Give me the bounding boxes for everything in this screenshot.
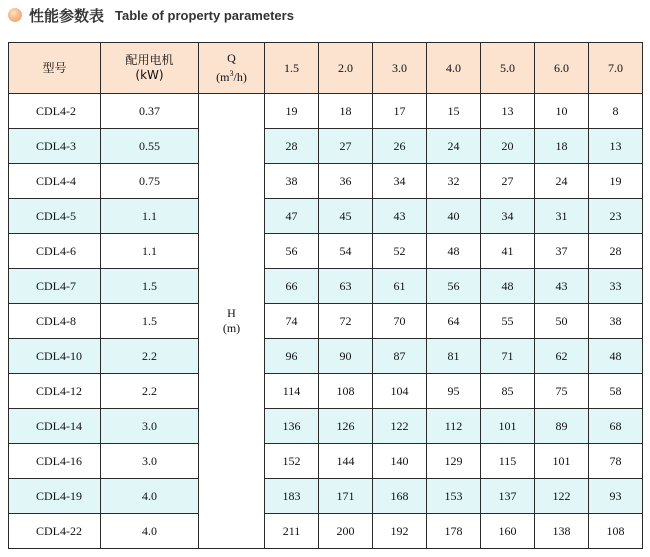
- head-value-cell: 36: [319, 164, 373, 199]
- head-value-cell: 58: [589, 374, 643, 409]
- head-value-cell: 96: [265, 339, 319, 374]
- model-cell: CDL4-12: [9, 374, 101, 409]
- flow-header-cell: 3.0: [373, 43, 427, 94]
- power-cell: 3.0: [101, 409, 199, 444]
- head-value-cell: 32: [427, 164, 481, 199]
- head-value-cell: 31: [535, 199, 589, 234]
- table-row: [9, 94, 643, 129]
- head-value-cell: 108: [589, 514, 643, 549]
- model-cell: CDL4-2: [9, 94, 101, 129]
- head-value-cell: 85: [481, 374, 535, 409]
- model-cell: CDL4-10: [9, 339, 101, 374]
- head-label: H: [227, 306, 236, 320]
- head-value-cell: 48: [589, 339, 643, 374]
- head-value-cell: 70: [373, 304, 427, 339]
- column-header-flow: [199, 43, 265, 94]
- motor-label: 配用电机: [125, 53, 174, 67]
- head-value-cell: 72: [319, 304, 373, 339]
- head-value-cell: 19: [589, 164, 643, 199]
- model-cell: CDL4-7: [9, 269, 101, 304]
- head-value-cell: 171: [319, 479, 373, 514]
- head-unit: (m): [222, 321, 241, 335]
- head-value-cell: 24: [427, 129, 481, 164]
- table-row: [9, 479, 643, 514]
- flow-header-cell: 5.0: [481, 43, 535, 94]
- table-row: [9, 409, 643, 444]
- head-value-cell: 63: [319, 269, 373, 304]
- circle-bullet-icon: [8, 8, 22, 22]
- flow-header-cell: 2.0: [319, 43, 373, 94]
- head-value-cell: 200: [319, 514, 373, 549]
- head-value-cell: 38: [265, 164, 319, 199]
- head-value-cell: 93: [589, 479, 643, 514]
- table-row: [9, 234, 643, 269]
- table-row: [9, 129, 643, 164]
- power-cell: 3.0: [101, 444, 199, 479]
- head-value-cell: 178: [427, 514, 481, 549]
- section-header: [8, 4, 294, 26]
- column-header-model: 型号: [9, 43, 101, 94]
- table-header-row: [9, 43, 643, 94]
- head-value-cell: 27: [481, 164, 535, 199]
- head-value-cell: 47: [265, 199, 319, 234]
- model-cell: CDL4-16: [9, 444, 101, 479]
- head-value-cell: 104: [373, 374, 427, 409]
- head-value-cell: 152: [265, 444, 319, 479]
- head-value-cell: 40: [427, 199, 481, 234]
- head-value-cell: 95: [427, 374, 481, 409]
- head-value-cell: 41: [481, 234, 535, 269]
- power-cell: 1.1: [101, 234, 199, 269]
- head-value-cell: 48: [427, 234, 481, 269]
- head-value-cell: 43: [535, 269, 589, 304]
- head-value-cell: 27: [319, 129, 373, 164]
- head-value-cell: 24: [535, 164, 589, 199]
- model-cell: CDL4-8: [9, 304, 101, 339]
- model-cell: CDL4-19: [9, 479, 101, 514]
- table-row: [9, 339, 643, 374]
- head-value-cell: 38: [589, 304, 643, 339]
- title-chinese: 性能参数表: [29, 6, 105, 25]
- head-value-cell: 122: [373, 409, 427, 444]
- column-header-motor-power: [101, 43, 199, 94]
- head-value-cell: 78: [589, 444, 643, 479]
- power-cell: 2.2: [101, 374, 199, 409]
- table-row: [9, 164, 643, 199]
- head-value-cell: 50: [535, 304, 589, 339]
- head-value-cell: 8: [589, 94, 643, 129]
- flow-header-cell: 6.0: [535, 43, 589, 94]
- power-cell: 0.75: [101, 164, 199, 199]
- head-value-cell: 90: [319, 339, 373, 374]
- head-value-cell: 28: [265, 129, 319, 164]
- power-cell: 1.5: [101, 269, 199, 304]
- head-value-cell: 87: [373, 339, 427, 374]
- head-value-cell: 114: [265, 374, 319, 409]
- head-value-cell: 33: [589, 269, 643, 304]
- head-value-cell: 115: [481, 444, 535, 479]
- power-cell: 0.37: [101, 94, 199, 129]
- head-value-cell: 153: [427, 479, 481, 514]
- power-cell: 1.5: [101, 304, 199, 339]
- head-value-cell: 45: [319, 199, 373, 234]
- table-row: [9, 374, 643, 409]
- power-cell: 2.2: [101, 339, 199, 374]
- table-row: [9, 514, 643, 549]
- head-value-cell: 75: [535, 374, 589, 409]
- model-cell: CDL4-22: [9, 514, 101, 549]
- head-value-cell: 66: [265, 269, 319, 304]
- power-cell: 4.0: [101, 514, 199, 549]
- head-value-cell: 20: [481, 129, 535, 164]
- head-value-cell: 10: [535, 94, 589, 129]
- flow-header-cell: 1.5: [265, 43, 319, 94]
- table-row: [9, 304, 643, 339]
- head-value-cell: 54: [319, 234, 373, 269]
- head-value-cell: 13: [589, 129, 643, 164]
- head-value-cell: 55: [481, 304, 535, 339]
- motor-unit: (kW): [135, 68, 164, 82]
- head-label-cell: [199, 94, 265, 549]
- flow-unit: $(m^3/h)$: [216, 69, 247, 84]
- head-value-cell: 160: [481, 514, 535, 549]
- model-cell: CDL4-3: [9, 129, 101, 164]
- head-value-cell: 101: [481, 409, 535, 444]
- head-value-cell: 211: [265, 514, 319, 549]
- head-value-cell: 37: [535, 234, 589, 269]
- head-value-cell: 74: [265, 304, 319, 339]
- head-value-cell: 34: [481, 199, 535, 234]
- flow-header-cell: 7.0: [589, 43, 643, 94]
- power-cell: 4.0: [101, 479, 199, 514]
- model-cell: CDL4-4: [9, 164, 101, 199]
- head-value-cell: 15: [427, 94, 481, 129]
- head-value-cell: 81: [427, 339, 481, 374]
- head-value-cell: 52: [373, 234, 427, 269]
- head-value-cell: 56: [265, 234, 319, 269]
- head-value-cell: 183: [265, 479, 319, 514]
- head-value-cell: 28: [589, 234, 643, 269]
- head-value-cell: 101: [535, 444, 589, 479]
- head-value-cell: 17: [373, 94, 427, 129]
- head-value-cell: 13: [481, 94, 535, 129]
- title-english: Table of property parameters: [115, 7, 294, 23]
- head-value-cell: 126: [319, 409, 373, 444]
- flow-label: Q: [227, 51, 236, 65]
- head-value-cell: 23: [589, 199, 643, 234]
- head-value-cell: 62: [535, 339, 589, 374]
- head-value-cell: 68: [589, 409, 643, 444]
- head-value-cell: 140: [373, 444, 427, 479]
- flow-header-cell: 4.0: [427, 43, 481, 94]
- head-value-cell: 26: [373, 129, 427, 164]
- head-value-cell: 18: [535, 129, 589, 164]
- power-cell: 1.1: [101, 199, 199, 234]
- head-value-cell: 112: [427, 409, 481, 444]
- head-value-cell: 137: [481, 479, 535, 514]
- head-value-cell: 168: [373, 479, 427, 514]
- property-parameters-table: [8, 42, 643, 549]
- head-value-cell: 136: [265, 409, 319, 444]
- head-value-cell: 138: [535, 514, 589, 549]
- head-value-cell: 61: [373, 269, 427, 304]
- model-cell: CDL4-14: [9, 409, 101, 444]
- model-cell: CDL4-5: [9, 199, 101, 234]
- head-value-cell: 192: [373, 514, 427, 549]
- head-value-cell: 19: [265, 94, 319, 129]
- head-value-cell: 144: [319, 444, 373, 479]
- head-value-cell: 56: [427, 269, 481, 304]
- head-value-cell: 129: [427, 444, 481, 479]
- head-value-cell: 48: [481, 269, 535, 304]
- model-cell: CDL4-6: [9, 234, 101, 269]
- head-value-cell: 43: [373, 199, 427, 234]
- head-value-cell: 71: [481, 339, 535, 374]
- table-row: [9, 269, 643, 304]
- power-cell: 0.55: [101, 129, 199, 164]
- table-row: [9, 199, 643, 234]
- head-value-cell: 108: [319, 374, 373, 409]
- head-value-cell: 64: [427, 304, 481, 339]
- head-value-cell: 34: [373, 164, 427, 199]
- head-value-cell: 122: [535, 479, 589, 514]
- head-value-cell: 89: [535, 409, 589, 444]
- table-row: [9, 444, 643, 479]
- head-value-cell: 18: [319, 94, 373, 129]
